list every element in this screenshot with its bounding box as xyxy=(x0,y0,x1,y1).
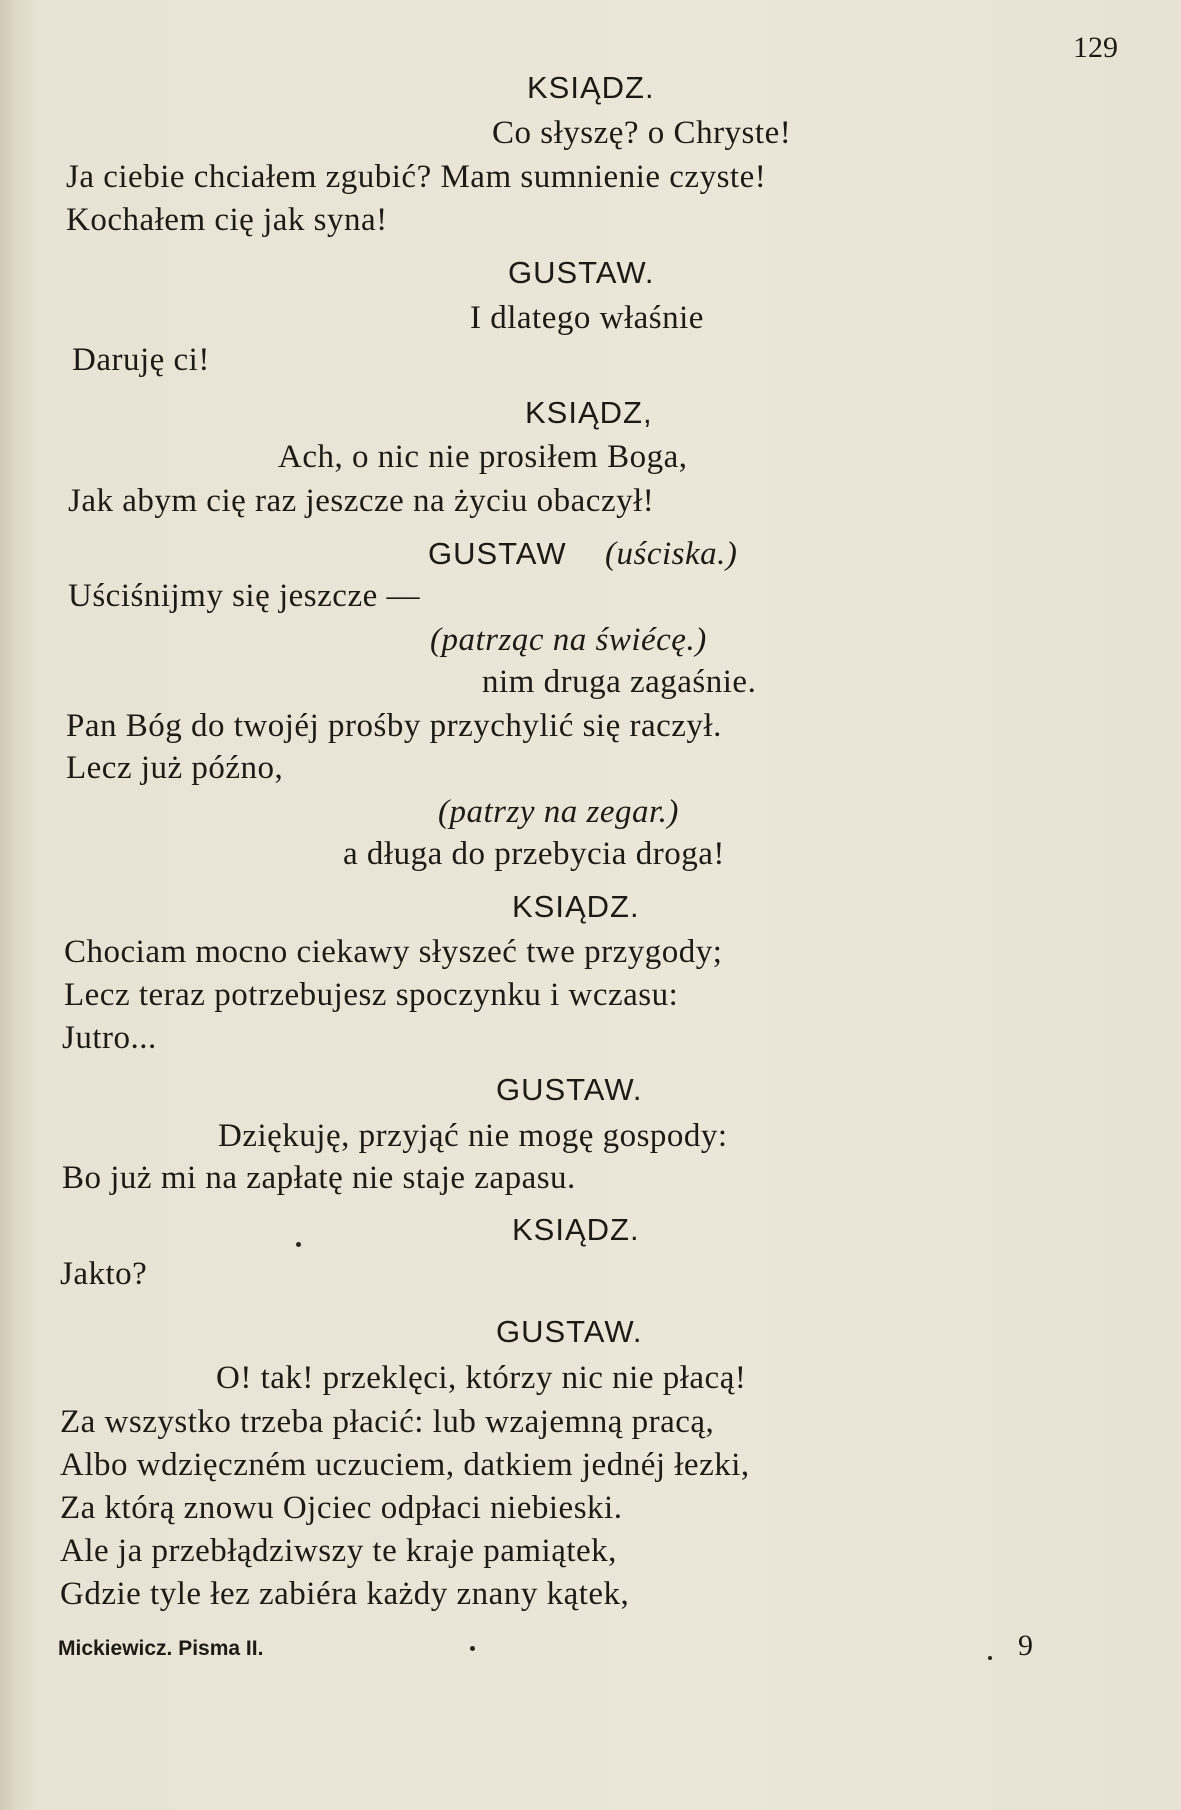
ink-speck xyxy=(470,1646,475,1651)
speaker-label: KSIĄDZ. xyxy=(512,889,640,924)
verse-line: Jakto? xyxy=(60,1256,148,1292)
verse-line: I dlatego właśnie xyxy=(470,300,704,336)
stage-direction: (patrząc na świécę.) xyxy=(430,622,707,658)
verse-line: Ale ja przebłądziwszy te kraje pamiątek, xyxy=(60,1533,617,1569)
verse-line: Pan Bóg do twojéj prośby przychylić się raczył. xyxy=(66,708,722,744)
ink-speck xyxy=(296,1242,301,1247)
speaker-label: KSIĄDZ, xyxy=(525,395,653,430)
verse-line: Dziękuję, przyjąć nie mogę gospody: xyxy=(218,1118,728,1154)
verse-line: Albo wdzięczném uczuciem, datkiem jednéj łezki, xyxy=(60,1447,750,1483)
speaker-label: GUSTAW. xyxy=(508,255,655,290)
footer-title: Mickiewicz. Pisma II. xyxy=(58,1637,264,1660)
verse-line: Chociam mocno ciekawy słyszeć twe przygody; xyxy=(64,934,723,970)
verse-line: Bo już mi na zapłatę nie staje zapasu. xyxy=(62,1160,576,1196)
verse-line: Kochałem cię jak syna! xyxy=(66,202,388,238)
verse-line: Ach, o nic nie prosiłem Boga, xyxy=(278,439,688,475)
speaker-label: GUSTAW. xyxy=(496,1314,643,1349)
verse-line: Lecz teraz potrzebujesz spoczynku i wczasu: xyxy=(64,977,679,1013)
verse-line: Uściśnijmy się jeszcze — xyxy=(68,578,420,614)
speaker-label: KSIĄDZ. xyxy=(512,1212,640,1247)
verse-line: Jutro... xyxy=(62,1020,157,1056)
stage-direction: (patrzy na zegar.) xyxy=(438,794,679,830)
verse-line: Za wszystko trzeba płacić: lub wzajemną pracą, xyxy=(60,1404,715,1440)
verse-line: Gdzie tyle łez zabiéra każdy znany kątek, xyxy=(60,1576,630,1612)
verse-line: Ja ciebie chciałem zgubić? Mam sumnienie czyste! xyxy=(66,159,767,195)
speaker-label: KSIĄDZ. xyxy=(527,70,655,105)
verse-line: Jak abym cię raz jeszcze na życiu obaczył! xyxy=(68,483,655,519)
verse-line: Co słyszę? o Chryste! xyxy=(492,115,792,151)
signature-mark: 9 xyxy=(1018,1629,1033,1662)
verse-line: a długa do przebycia droga! xyxy=(343,836,725,872)
page-number: 129 xyxy=(1073,31,1118,64)
speaker-label: GUSTAW. xyxy=(496,1072,643,1107)
verse-line: Lecz już późno, xyxy=(66,750,284,786)
ink-speck xyxy=(988,1656,992,1660)
verse-line: O! tak! przeklęci, którzy nic nie płacą! xyxy=(216,1360,747,1396)
stage-direction: (uściska.) xyxy=(605,536,738,572)
speaker-label: GUSTAW xyxy=(428,536,567,571)
verse-line: Daruję ci! xyxy=(72,342,210,378)
verse-line: Za którą znowu Ojciec odpłaci niebieski. xyxy=(60,1490,623,1526)
verse-line: nim druga zagaśnie. xyxy=(482,664,757,700)
